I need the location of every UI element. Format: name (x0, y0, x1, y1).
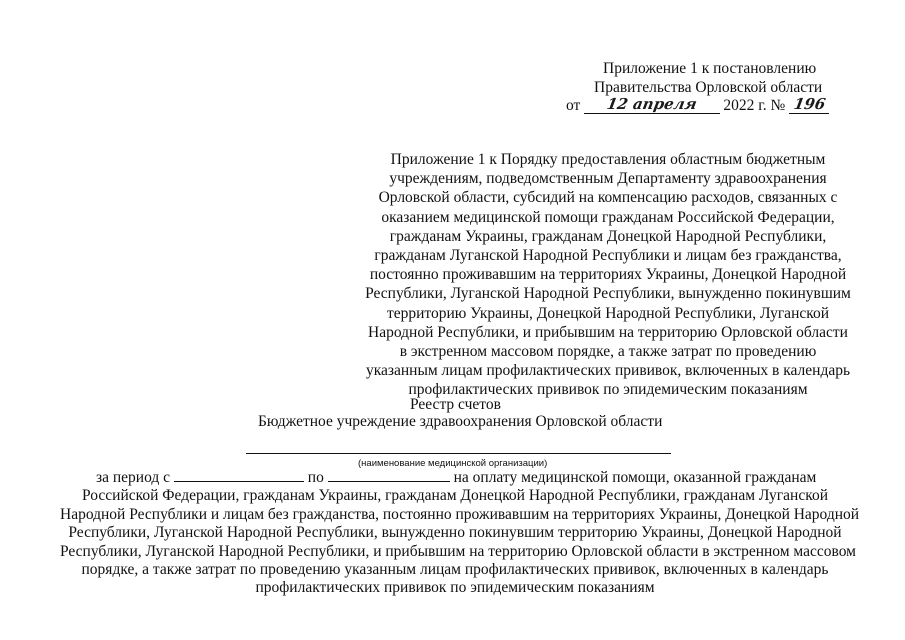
period-line: Республики, Луганской Народной Республики, и прибывшим на территорию Орловской области в экстренном массовом (60, 542, 856, 560)
decree-date-field (584, 96, 720, 114)
year-number-label: 2022 г. № (723, 97, 786, 114)
from-word: от (566, 97, 581, 114)
decree-appendix-line2: Правительства Орловской области (594, 79, 823, 96)
organization-caption: (наименование медицинской организации) (358, 458, 548, 469)
register-title: Реестр счетов (410, 396, 501, 413)
period-paragraph (60, 468, 860, 598)
appendix-line: постоянно проживавшим на территориях Украины, Донецкой Народной (369, 266, 847, 284)
period-from-field[interactable] (174, 468, 304, 482)
organization-name: Бюджетное учреждение здравоохранения Орловской области (258, 413, 663, 430)
appendix-line: территорию Украины, Донецкой Народной Республики, Луганской (386, 304, 830, 322)
appendix-line: Республики, Луганской Народной Республики, вынужденно покинувшим (365, 285, 851, 303)
period-line: Народной Республики и лицам без гражданства, постоянно проживавшим на территориях Украины, Донецкой Народной (60, 505, 860, 523)
appendix-line: Народной Республики, и прибывшим на территорию Орловской области (368, 323, 848, 341)
decree-date-line (566, 96, 829, 114)
appendix-line: указанным лицам профилактических прививок, включенных в календарь (365, 362, 851, 380)
period-first-line-text: на оплату медицинской помощи, оказанной гражданам (453, 469, 817, 486)
organization-name-line (246, 453, 671, 454)
period-line: порядке, а также затрат по проведению указанным лицам профилактических прививок, включенных в календарь (81, 561, 829, 579)
appendix-line: Приложение 1 к Порядку предоставления областным бюджетным (390, 151, 826, 168)
appendix-line: оказанием медицинской помощи гражданам Российской Федерации, (381, 208, 835, 226)
period-line: Республики, Луганской Народной Республики, вынужденно покинувшим территорию Украины, Донецкой Народной (68, 524, 842, 542)
period-line: профилактических прививок по эпидемическим показаниям (255, 579, 655, 597)
handwritten-date: 12 апреля (605, 95, 699, 113)
appendix-line: гражданам Украины, гражданам Донецкой Народной Республики, (389, 227, 827, 245)
appendix-line: учреждениям, подведомственным Департаменту здравоохранения (389, 170, 827, 188)
period-to-label: по (307, 469, 324, 486)
period-to-field[interactable] (328, 468, 450, 482)
period-line: Российской Федерации, гражданам Украины, гражданам Донецкой Народной Республики, гражданам Луганской (82, 487, 828, 505)
appendix-line: Орловской области, субсидий на компенсацию расходов, связанных с (378, 189, 838, 207)
appendix-line: профилактических прививок по эпидемическим показаниям (408, 381, 808, 399)
appendix-line: гражданам Луганской Народной Республики и лицам без гражданства, (374, 247, 842, 265)
period-first-line (60, 468, 850, 487)
decree-appendix-line1: Приложение 1 к постановлению (603, 60, 817, 77)
order-appendix-block (358, 150, 858, 400)
decree-number-field (789, 96, 829, 114)
period-from-label: за период с (96, 469, 171, 486)
appendix-line: в экстренном массовом порядке, а также затрат по проведению (399, 343, 817, 361)
handwritten-number: 196 (792, 95, 827, 113)
